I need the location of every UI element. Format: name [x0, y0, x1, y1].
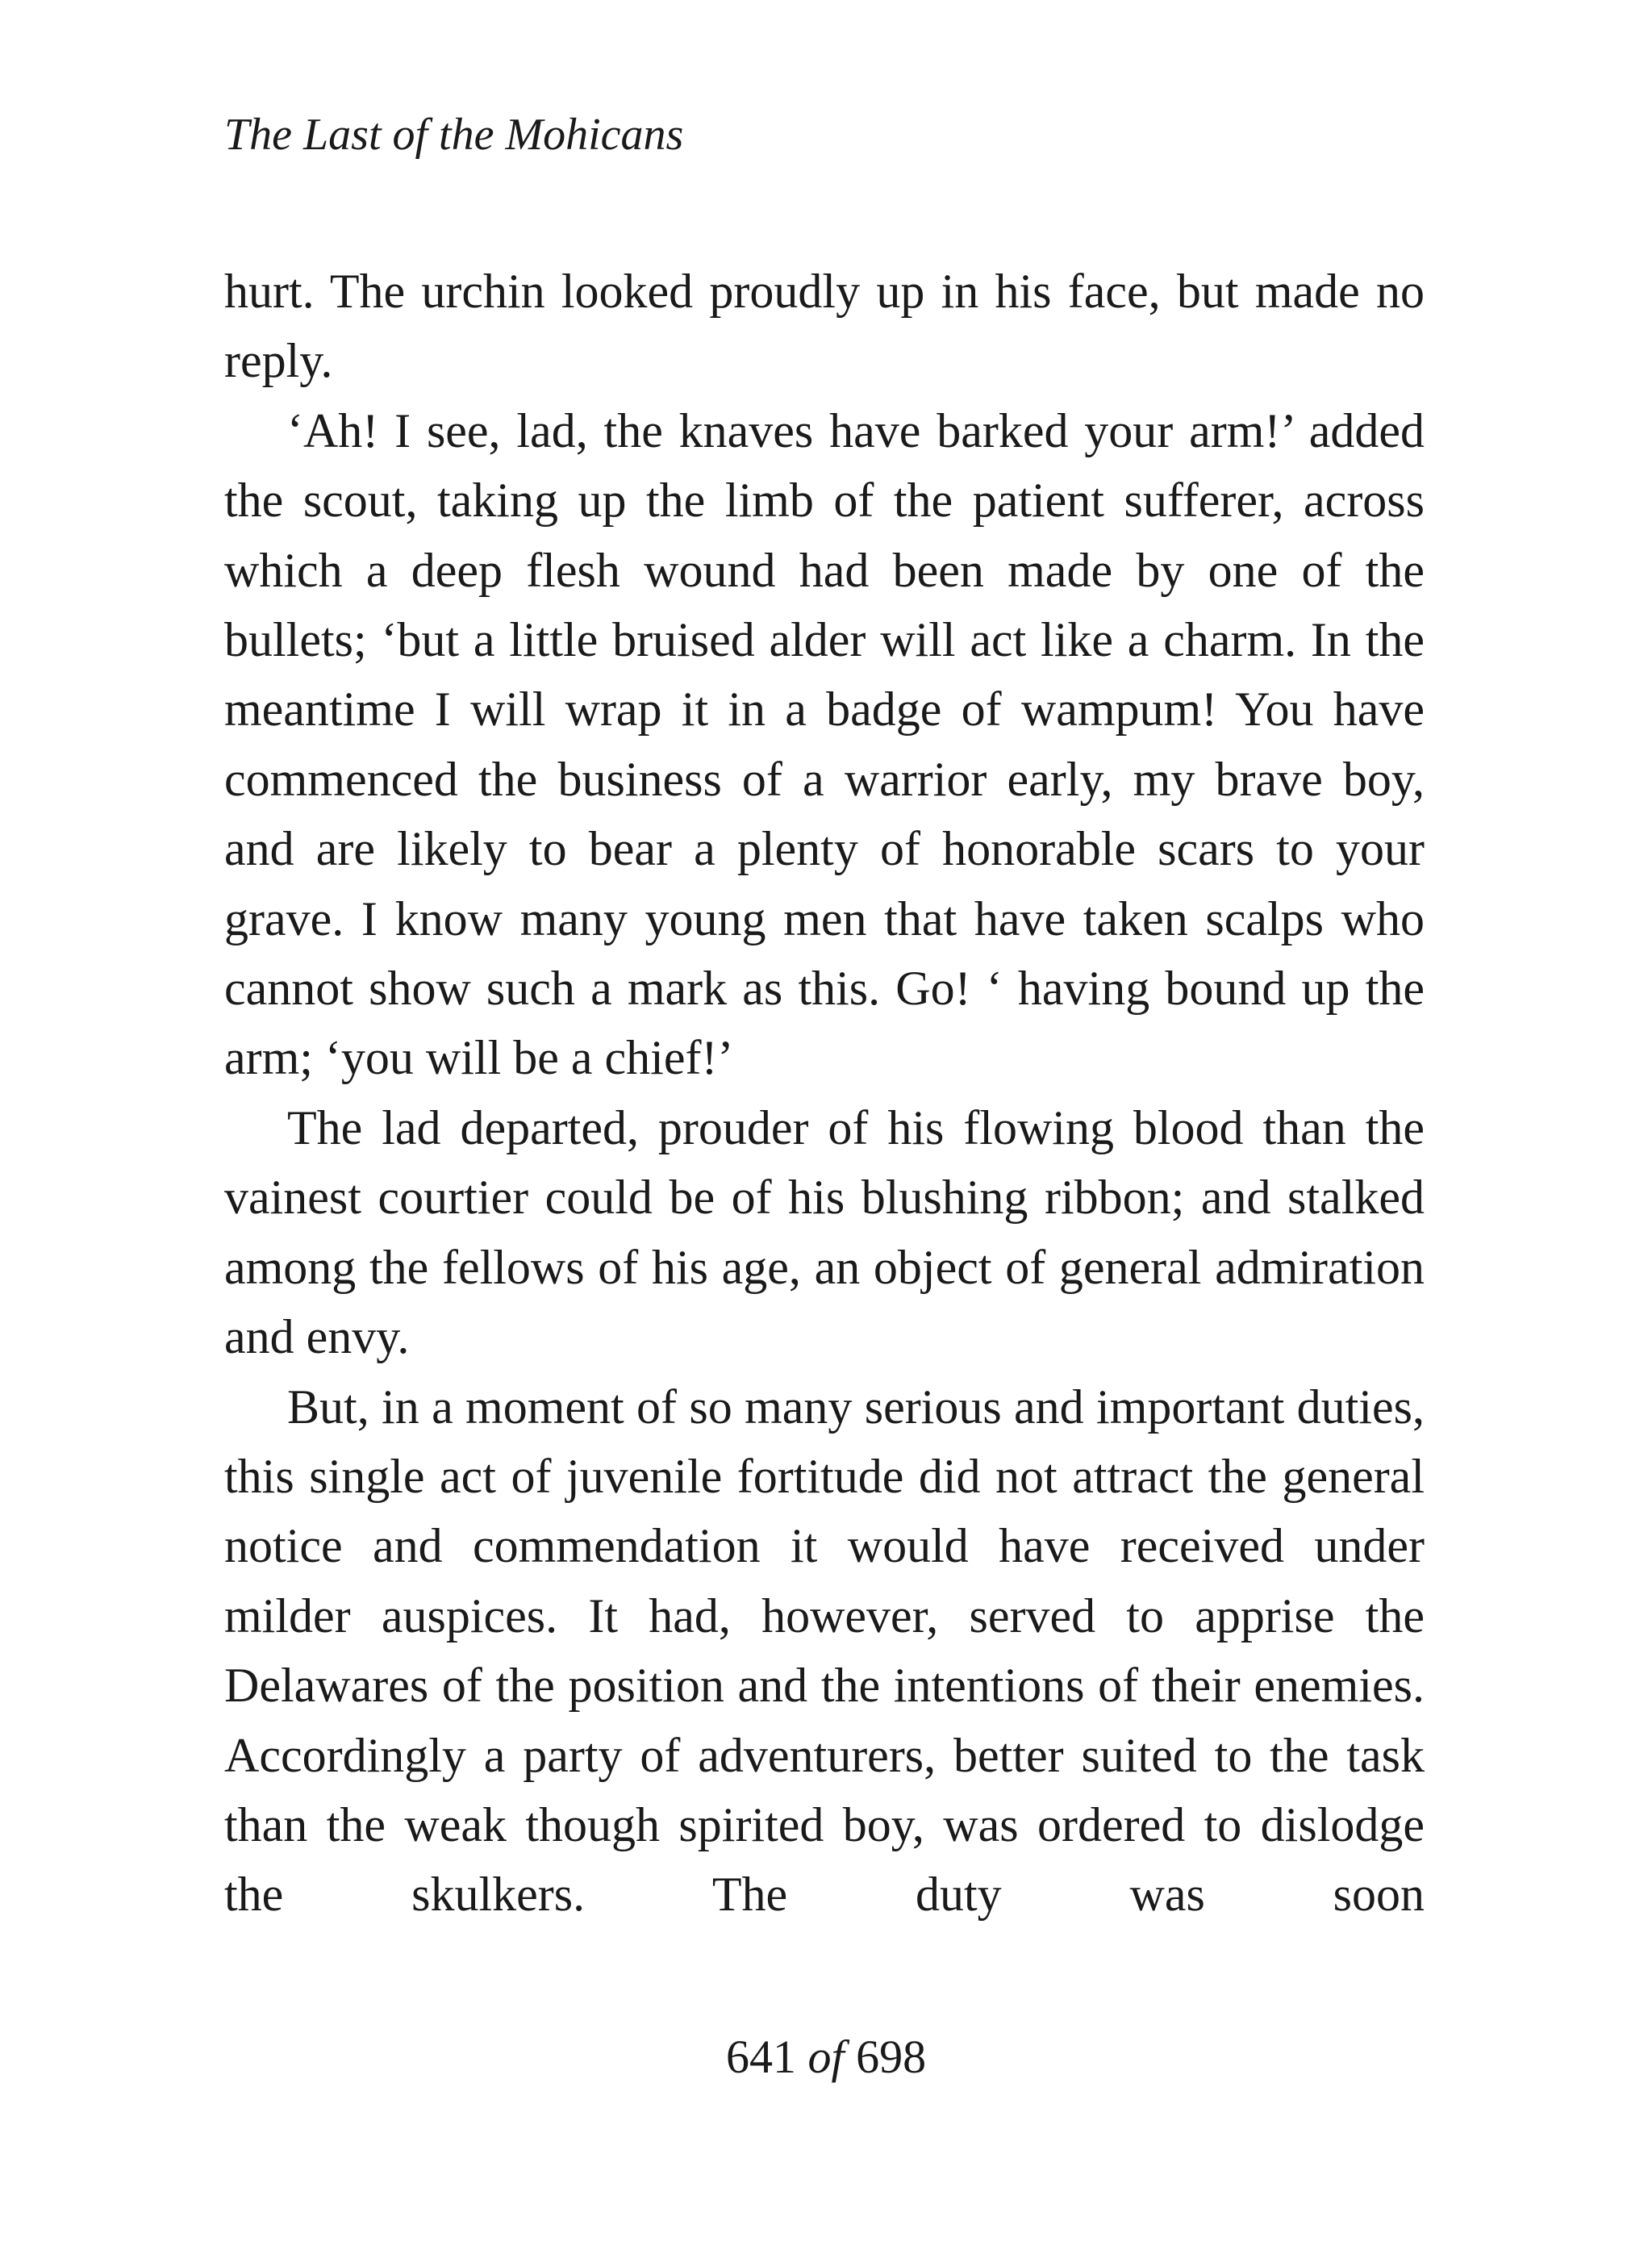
paragraph: The lad departed, prouder of his flowing blood than the vainest courtier could be of his blushing ribbon; and stalked among the fellows of his age, an object of general admiration and envy. — [224, 1100, 1425, 1364]
page-of-label: of — [807, 2031, 845, 2083]
page-body-text — [224, 257, 1425, 1930]
paragraph: ‘Ah! I see, lad, the knaves have barked your arm!’ added the scout, taking up the limb of the patient sufferer, across which a deep flesh wound had been made by one of the bullets; ‘but a little bruised alder will act like a charm. In the meantime I will wrap it in a badge of wampum! You have commenced the business of a warrior early, my brave boy, and are likely to bear a plenty of honorable scars to your grave. I know many young men that have taken scalps who cannot show such a mark as this. Go! ‘ having bound up the arm; ‘you will be a chief!’ — [224, 403, 1425, 1085]
running-header-title: The Last of the Mohicans — [224, 110, 684, 160]
page-number — [0, 2029, 1652, 2085]
total-page-count: 698 — [856, 2031, 927, 2083]
paragraph: But, in a moment of so many serious and important duties, this single act of juvenile fortitude did not attract the general notice and commendation it would have received under milder auspices. It had, however, served to apprise the Delawares of the position and the intentions of their enemies. Accordingly a party of adventurers, better suited to the task than the weak though spirited boy, was ordered to dislodge the skulkers. The duty was soon — [224, 1380, 1425, 1922]
paragraph: hurt. The urchin looked proudly up in his face, but made no reply. — [224, 265, 1425, 388]
current-page-number: 641 — [725, 2031, 796, 2083]
